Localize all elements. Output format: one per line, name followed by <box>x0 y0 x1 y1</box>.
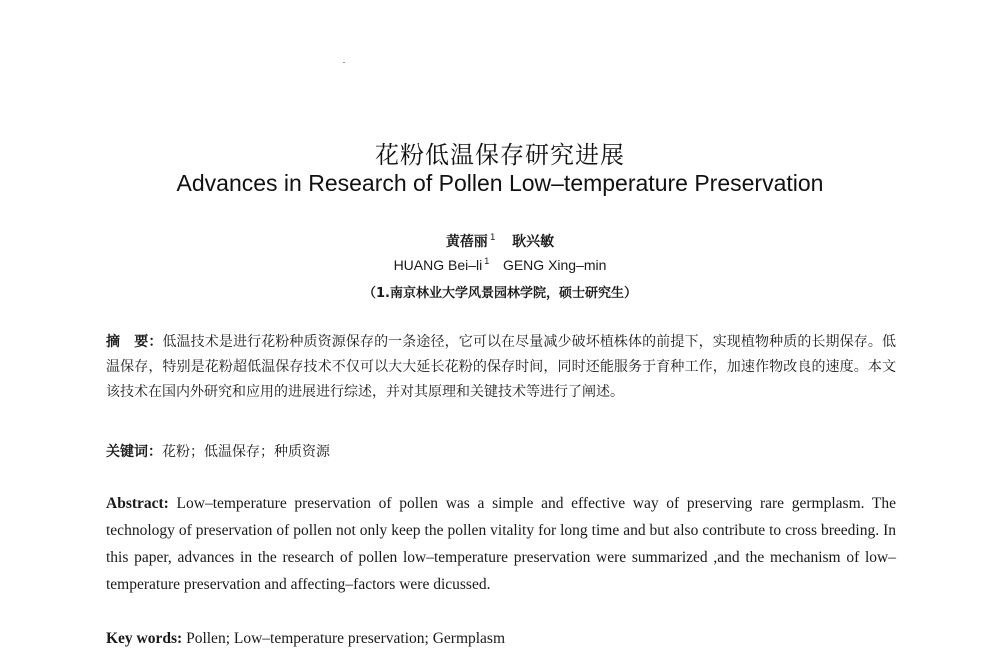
abstract-en-label: Abstract: <box>106 495 169 512</box>
abstract-cn-label: 摘 要： <box>106 334 163 350</box>
title-english: Advances in Research of Pollen Low–temperature Preservation <box>176 170 824 196</box>
abstract-en-text: Low–temperature preservation of pollen was a simple and effective way of preserving rare germplasm. The technology of preservation of pollen not only keep the pollen vitality for long time and but also contribute to cross breeding. In this paper, advances in the research of pollen low–temperature preservation were summarized ,and the mechanism of low–temperature preservation and affecting–factors were dicussed. <box>106 495 896 593</box>
authors-english <box>0 256 1000 273</box>
author-1-cn-affil-mark: 1 <box>489 233 496 243</box>
abstract-cn-text: 低温技术是进行花粉种质资源保存的一条途径，它可以在尽量减少破坏植株体的前提下，实现植物种质的长期保存。低温保存，特别是花粉超低温保存技术不仅可以大大延长花粉的保存时间，同时还能服务于育种工作，加速作物改良的速度。本文该技术在国内外研究和应用的进展进行综述，并对其原理和关键技术等进行了阐述。 <box>106 334 896 400</box>
keywords-chinese <box>106 440 896 465</box>
author-2-en: GENG Xing–min <box>502 257 607 273</box>
keywords-en-label: Key words: <box>106 630 183 647</box>
author-1-cn: 黄蓓丽 <box>445 234 488 250</box>
keywords-english <box>106 627 896 651</box>
abstract-english <box>106 490 896 598</box>
keywords-en-text: Pollen; Low–temperature preservation; Germplasm <box>186 630 506 647</box>
author-1-en: HUANG Bei–li <box>393 257 483 273</box>
affiliation: （1.南京林业大学风景园林学院，硕士研究生） <box>363 286 637 301</box>
author-2-cn: 耿兴敏 <box>512 234 555 250</box>
scan-speck <box>343 62 345 63</box>
abstract-chinese <box>106 330 896 405</box>
authors-chinese <box>0 231 1000 251</box>
title-chinese: 花粉低温保存研究进展 <box>375 141 625 169</box>
keywords-cn-text: 花粉；低温保存；种质资源 <box>162 444 330 460</box>
keywords-cn-label: 关键词： <box>106 444 162 460</box>
author-1-en-affil-mark: 1 <box>484 256 490 266</box>
